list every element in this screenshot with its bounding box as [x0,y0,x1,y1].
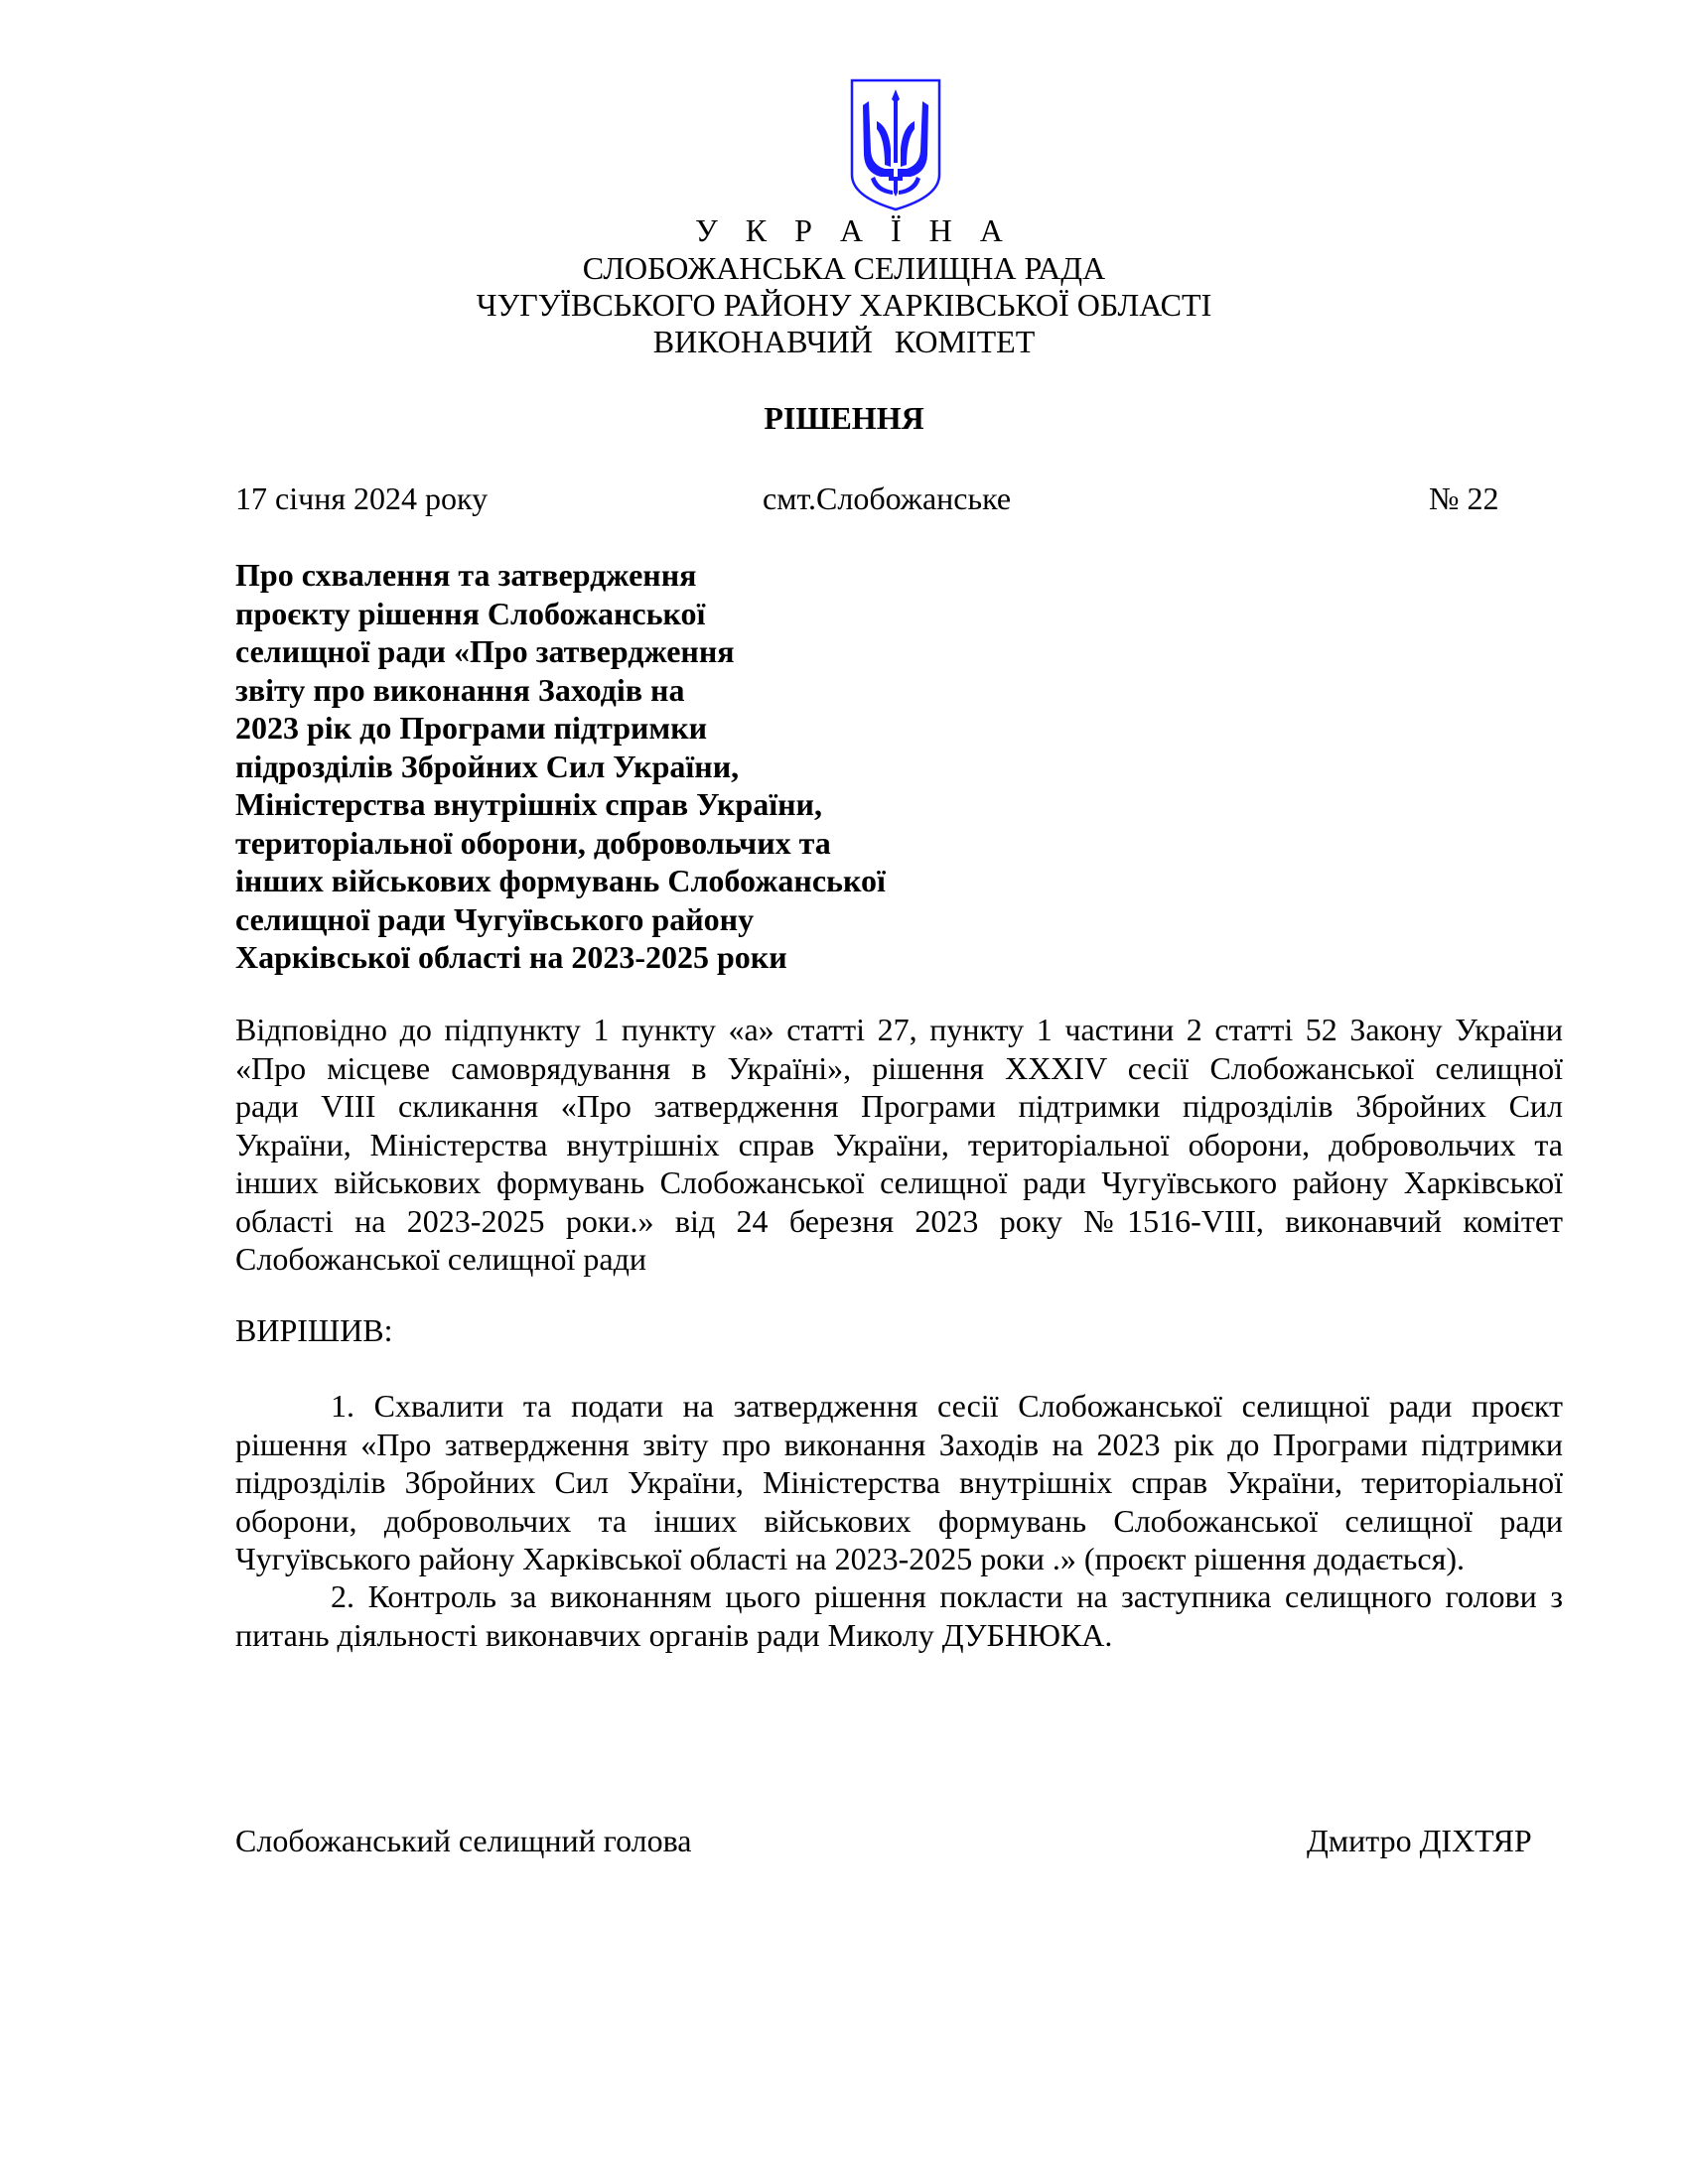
subject-line: Міністерства внутрішніх справ України, [235,786,822,822]
preamble-line: інших військових формувань Слобожанської селищної ради Чугуївського району Харківської [235,1164,1563,1200]
subject-line: підрозділів Збройних Сил України, [235,748,740,784]
decided-heading: ВИРІШИВ: [235,1312,393,1348]
preamble-line: «Про місцеве самоврядування в Україні», рішення XXXIV сесії Слобожанської селищної [235,1049,1563,1086]
decision-date: 17 січня 2024 року [235,480,489,516]
subject-line: 2023 рік до Програми підтримки [235,710,708,746]
subject-line: проєкту рішення Слобожанської [235,595,706,631]
item-line: 2. Контроль за виконанням цього рішення покласти на заступника селищного голови з [331,1578,1563,1614]
preamble-paragraph [235,1011,1563,1279]
preamble-line: Відповідно до підпункту 1 пункту «а» статті 27, пункту 1 частини 2 статті 52 Закону України [235,1012,1563,1047]
document-type-title: РІШЕННЯ [764,400,924,436]
decision-item-2 [235,1577,1563,1654]
decision-item-1 [235,1387,1563,1578]
subject-line: Харківської області на 2023-2025 роки [235,939,787,975]
subject-line: територіальної оборони, добровольчих та [235,824,831,861]
decision-subject [235,556,930,977]
header-committee: ВИКОНАВЧИЙ КОМІТЕТ [652,324,1036,359]
header-council: СЛОБОЖАНСЬКА СЕЛИЩНА РАДА [582,250,1106,286]
preamble-line: Слобожанської селищної ради [235,1241,646,1277]
subject-line: селищної ради «Про затвердження [235,633,735,669]
trident-emblem-icon [849,77,942,212]
subject-line: Про схвалення та затвердження [235,557,697,593]
subject-line: звіту про виконання Заходів на [235,671,685,708]
header-district: ЧУГУЇВСЬКОГО РАЙОНУ ХАРКІВСЬКОЇ ОБЛАСТІ [476,287,1212,323]
item-line: питань діяльності виконавчих органів ради Миколу ДУБНЮКА. [235,1616,1113,1653]
preamble-line: області на 2023-2025 роки.» від 24 березня 2023 року №1516-VIII, виконавчий комітет [235,1202,1563,1239]
signatory-name: Дмитро ДІХТЯР [1307,1823,1532,1858]
decision-place: смт.Слобожанське [763,480,1012,516]
decision-number: № 22 [1429,480,1499,516]
item-line: підрозділів Збройних Сил України, Міністерства внутрішніх справ України, територіальної [235,1464,1563,1500]
signatory-position: Слобожанський селищний голова [235,1823,692,1858]
item-line: Чугуївського району Харківської області на 2023-2025 роки .» (проєкт рішення додається). [235,1541,1465,1576]
item-line: 1. Схвалити та подати на затвердження сесії Слобожанської селищної ради проєкт [331,1388,1563,1424]
header-country: У К Р А Ї Н А [695,212,1013,248]
subject-line: інших військових формувань Слобожанської [235,863,886,898]
preamble-line: України, Міністерства внутрішніх справ України, територіальної оборони, добровольчих та [235,1126,1563,1162]
item-line: оборони, добровольчих та інших військових формувань Слобожанської селищної ради [235,1502,1563,1539]
preamble-line: ради VIII скликання «Про затвердження Програми підтримки підрозділів Збройних Сил [235,1088,1563,1124]
subject-line: селищної ради Чугуївського району [235,900,755,937]
item-line: рішення «Про затвердження звіту про виконання Заходів на 2023 рік до Програми підтримки [235,1426,1563,1462]
